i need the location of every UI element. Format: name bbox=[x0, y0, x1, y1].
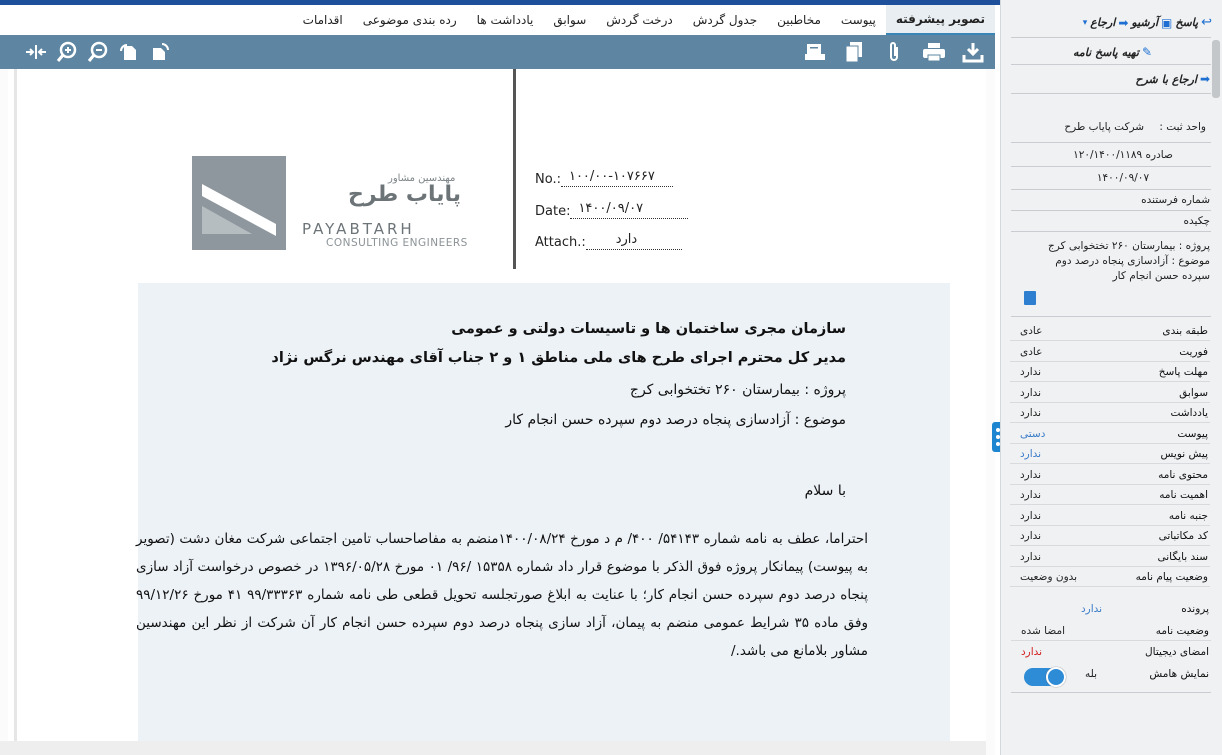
rotate-right-icon[interactable] bbox=[148, 40, 172, 64]
property-row bbox=[1010, 547, 1210, 567]
copy-icon[interactable] bbox=[842, 40, 866, 64]
property-row bbox=[1010, 321, 1210, 341]
letter-status-label: وضعیت نامه bbox=[1155, 625, 1209, 637]
property-label: جنبه نامه bbox=[1168, 509, 1208, 522]
digital-signature-label: امضای دیجیتال bbox=[1145, 646, 1209, 658]
property-value: ندارد bbox=[1020, 550, 1042, 563]
refer-with-note-row[interactable] bbox=[1135, 72, 1210, 86]
property-label: یادداشت bbox=[1170, 407, 1208, 419]
property-value: ندارد bbox=[1020, 407, 1042, 419]
property-value: ندارد bbox=[1020, 386, 1042, 399]
tab-flow-table[interactable]: جدول گردش bbox=[692, 13, 758, 27]
property-label: فوریت bbox=[1179, 345, 1208, 358]
property-row bbox=[1010, 567, 1210, 587]
document-viewer[interactable] bbox=[0, 69, 995, 755]
show-margin-label: نمایش هامش bbox=[1149, 668, 1209, 680]
property-value[interactable]: دستی bbox=[1020, 427, 1046, 440]
summary-line-1: پروژه : بیمارستان ۲۶۰ تختخوابی کرج bbox=[1047, 240, 1210, 252]
property-row bbox=[1010, 465, 1210, 485]
refer-icon[interactable]: ➡ bbox=[1118, 15, 1129, 30]
property-label: پیش نویس bbox=[1160, 448, 1208, 460]
file-row bbox=[1011, 599, 1211, 621]
fit-width-icon[interactable] bbox=[24, 40, 48, 64]
property-value: عادی bbox=[1020, 345, 1043, 358]
show-margin-value: بله bbox=[1085, 668, 1098, 680]
property-value: عادی bbox=[1020, 325, 1043, 337]
divider bbox=[1011, 692, 1211, 693]
property-value: ندارد bbox=[1020, 489, 1042, 501]
show-margin-toggle[interactable] bbox=[1024, 668, 1066, 686]
divider bbox=[1011, 142, 1211, 143]
letter-number-row bbox=[535, 169, 673, 187]
digital-signature-row bbox=[1011, 642, 1211, 662]
reply-icon[interactable]: ↩ bbox=[1201, 15, 1212, 30]
divider bbox=[1011, 316, 1211, 317]
property-row bbox=[1010, 485, 1210, 505]
rotate-left-icon[interactable] bbox=[117, 40, 141, 64]
sender-number-label: شماره فرستنده bbox=[1141, 194, 1210, 206]
tab-history[interactable]: سوابق bbox=[553, 13, 587, 27]
property-row bbox=[1010, 403, 1210, 423]
letter-body-text: احتراما، عطف به نامه شماره ۵۴۱۴۳/ ۴۰۰/ م د مورخ ۱۴۰۰/۰۸/۲۴منضم به مفاصاحساب تامین اجتماعی شرکت مغان دشت (تصویر به پیوست) پیمانکار پروژه فوق الذکر با موضوع قرار داد شماره ۱۵۳۵۸ /۹۶/ ۰۱ مورخ ۱۳۹۶/۰۵/۲۸ در خصوص درخواست آزاد سازی پنجاه درصد دوم سپرده حسن انجام کار؛ با عنایت به ابلاغ صورتجلسه تحویل قطعی طی نامه شماره ۹۹/۳۳۳۶۳ ۴۱ مورخ ۹۹/۱۲/۲۶ وفق ماده ۳۵ شرایط عمومی منضم به پیمان، آزاد سازی پنجاه درصد دوم سپرده حسن انجام کار آن شرکت از نظر این مهندسین مشاور بلامانع می باشد./ bbox=[136, 531, 868, 659]
property-row bbox=[1010, 342, 1210, 362]
zoom-out-icon[interactable] bbox=[86, 40, 110, 64]
divider bbox=[1011, 231, 1211, 232]
actions-row bbox=[1083, 15, 1212, 30]
letter-subject: موضوع : آزادسازی پنجاه درصد دوم سپرده حسن انجام کار bbox=[505, 412, 846, 428]
logo-company-name-fa: پایاب طرح bbox=[348, 182, 462, 207]
divider bbox=[1011, 37, 1211, 38]
unit-value: شرکت پایاب طرح bbox=[1064, 121, 1145, 133]
letter-info-panel bbox=[1000, 0, 1222, 755]
property-value[interactable]: ندارد bbox=[1020, 448, 1042, 460]
tab-attachment[interactable]: پیوست bbox=[840, 13, 876, 27]
tab-advanced-image[interactable]: تصویر پیشرفته bbox=[886, 5, 995, 35]
issued-date: ۱۴۰۰/۰۹/۰۷ bbox=[1096, 172, 1150, 184]
letter-recipient-org: سازمان مجری ساختمان ها و تاسیسات دولتی و عمومی bbox=[451, 321, 846, 337]
letter-number-label: No.: bbox=[535, 172, 561, 187]
prepare-reply-icon: ✎ bbox=[1141, 45, 1152, 59]
tab-subject-category[interactable]: رده بندی موضوعی bbox=[362, 13, 457, 27]
property-label: سوابق bbox=[1179, 386, 1208, 399]
chevron-down-icon[interactable]: ▾ bbox=[1082, 17, 1088, 28]
letter-attach-value: دارد bbox=[615, 232, 638, 247]
property-value: ندارد bbox=[1020, 509, 1042, 522]
company-logo bbox=[192, 156, 286, 250]
letter-attach-label: Attach.: bbox=[535, 235, 586, 250]
unit-label: واحد ثبت : bbox=[1159, 121, 1206, 133]
refer-button[interactable]: ارجاع bbox=[1090, 16, 1116, 29]
letter-status-value: امضا شده bbox=[1021, 625, 1065, 637]
property-label: اهمیت نامه bbox=[1159, 489, 1208, 501]
letter-attach-row bbox=[535, 232, 682, 250]
tab-bar bbox=[0, 5, 1000, 35]
digital-signature-value: ندارد bbox=[1021, 646, 1043, 658]
attach-icon[interactable] bbox=[882, 40, 906, 64]
tab-recipients[interactable]: مخاطبین bbox=[777, 13, 821, 27]
download-icon[interactable] bbox=[961, 40, 985, 64]
file-value[interactable]: ندارد bbox=[1081, 603, 1103, 615]
print-icon[interactable] bbox=[922, 40, 946, 64]
refer-with-note-button[interactable]: ارجاع با شرح bbox=[1135, 72, 1197, 86]
refer-with-note-icon: ➡ bbox=[1199, 72, 1210, 86]
property-row bbox=[1010, 506, 1210, 526]
property-row bbox=[1010, 424, 1210, 444]
property-value: ندارد bbox=[1020, 468, 1042, 481]
divider bbox=[1011, 166, 1211, 167]
letter-date-value: ۱۴۰۰/۰۹/۰۷ bbox=[578, 201, 644, 216]
stamp-icon[interactable] bbox=[803, 40, 827, 64]
letter-greeting: با سلام bbox=[804, 483, 846, 499]
issued-number: صادره ۱۲۰/۱۴۰۰/۱۱۸۹ bbox=[1073, 149, 1173, 161]
property-row bbox=[1010, 526, 1210, 546]
logo-company-name-en: PAYABTARH bbox=[302, 220, 415, 238]
letter-recipient-person: مدیر کل محترم اجرای طرح های ملی مناطق ۱ و ۲ جناب آقای مهندس نرگس نژاد bbox=[271, 350, 846, 366]
letterhead-divider bbox=[513, 69, 516, 269]
letter-status-row bbox=[1011, 621, 1211, 641]
tab-actions[interactable]: اقدامات bbox=[302, 13, 343, 27]
property-value: بدون وضعیت bbox=[1020, 571, 1078, 583]
summary-line-2: موضوع : آزادسازی پنجاه درصد دوم bbox=[1055, 255, 1210, 267]
panel-scrollbar[interactable] bbox=[1212, 40, 1220, 98]
property-value: ندارد bbox=[1020, 366, 1042, 378]
property-label: مهلت پاسخ bbox=[1158, 366, 1208, 378]
property-label: کد مکاتباتی bbox=[1158, 530, 1208, 542]
prepare-reply-row[interactable] bbox=[1073, 45, 1152, 59]
divider bbox=[1011, 210, 1211, 211]
property-label: پیوست bbox=[1177, 427, 1208, 440]
file-label: پرونده bbox=[1181, 603, 1209, 615]
unit-row bbox=[1008, 121, 1206, 133]
letter-date-row bbox=[535, 201, 688, 219]
letter-project: پروژه : بیمارستان ۲۶۰ تختخوابی کرج bbox=[629, 382, 846, 398]
tab-notes[interactable]: یادداشت ها bbox=[476, 13, 534, 27]
toggle-knob bbox=[1046, 667, 1066, 687]
reply-button[interactable]: پاسخ bbox=[1175, 16, 1199, 29]
property-row bbox=[1010, 383, 1210, 403]
property-row bbox=[1010, 444, 1210, 464]
scanned-letter bbox=[8, 69, 986, 755]
page-fold-shadow bbox=[14, 69, 17, 755]
tab-flow-tree[interactable]: درخت گردش bbox=[606, 13, 673, 27]
summary-label: چکیده bbox=[1183, 215, 1210, 227]
viewer-bottom-strip bbox=[0, 741, 986, 755]
logo-consulting-fa: مهندسین مشاور bbox=[388, 173, 456, 184]
image-toolbar bbox=[0, 35, 995, 69]
property-label: سند بایگانی bbox=[1157, 550, 1208, 563]
divider bbox=[1011, 189, 1211, 190]
property-label: وضعیت پیام نامه bbox=[1135, 571, 1208, 583]
letter-date-label: Date: bbox=[535, 204, 571, 219]
property-label: طبقه بندی bbox=[1162, 325, 1208, 337]
letter-number-value: ۱۰۰/۰۰-۱۰۷۶۶۷ bbox=[568, 169, 655, 184]
logo-consulting-en: CONSULTING ENGINEERS bbox=[326, 237, 468, 249]
archive-button[interactable]: آرشیو bbox=[1131, 16, 1159, 29]
property-row bbox=[1010, 362, 1210, 382]
prepare-reply-button[interactable]: تهیه پاسخ نامه bbox=[1072, 45, 1139, 59]
property-label: محتوی نامه bbox=[1158, 468, 1208, 481]
archive-icon[interactable]: ▣ bbox=[1161, 15, 1173, 30]
summary-line-3: سپرده حسن انجام کار bbox=[1112, 270, 1210, 282]
zoom-in-icon[interactable] bbox=[55, 40, 79, 64]
divider bbox=[1011, 64, 1211, 65]
document-icon[interactable] bbox=[1024, 291, 1036, 305]
divider bbox=[1011, 93, 1211, 94]
property-value: ندارد bbox=[1020, 530, 1042, 542]
